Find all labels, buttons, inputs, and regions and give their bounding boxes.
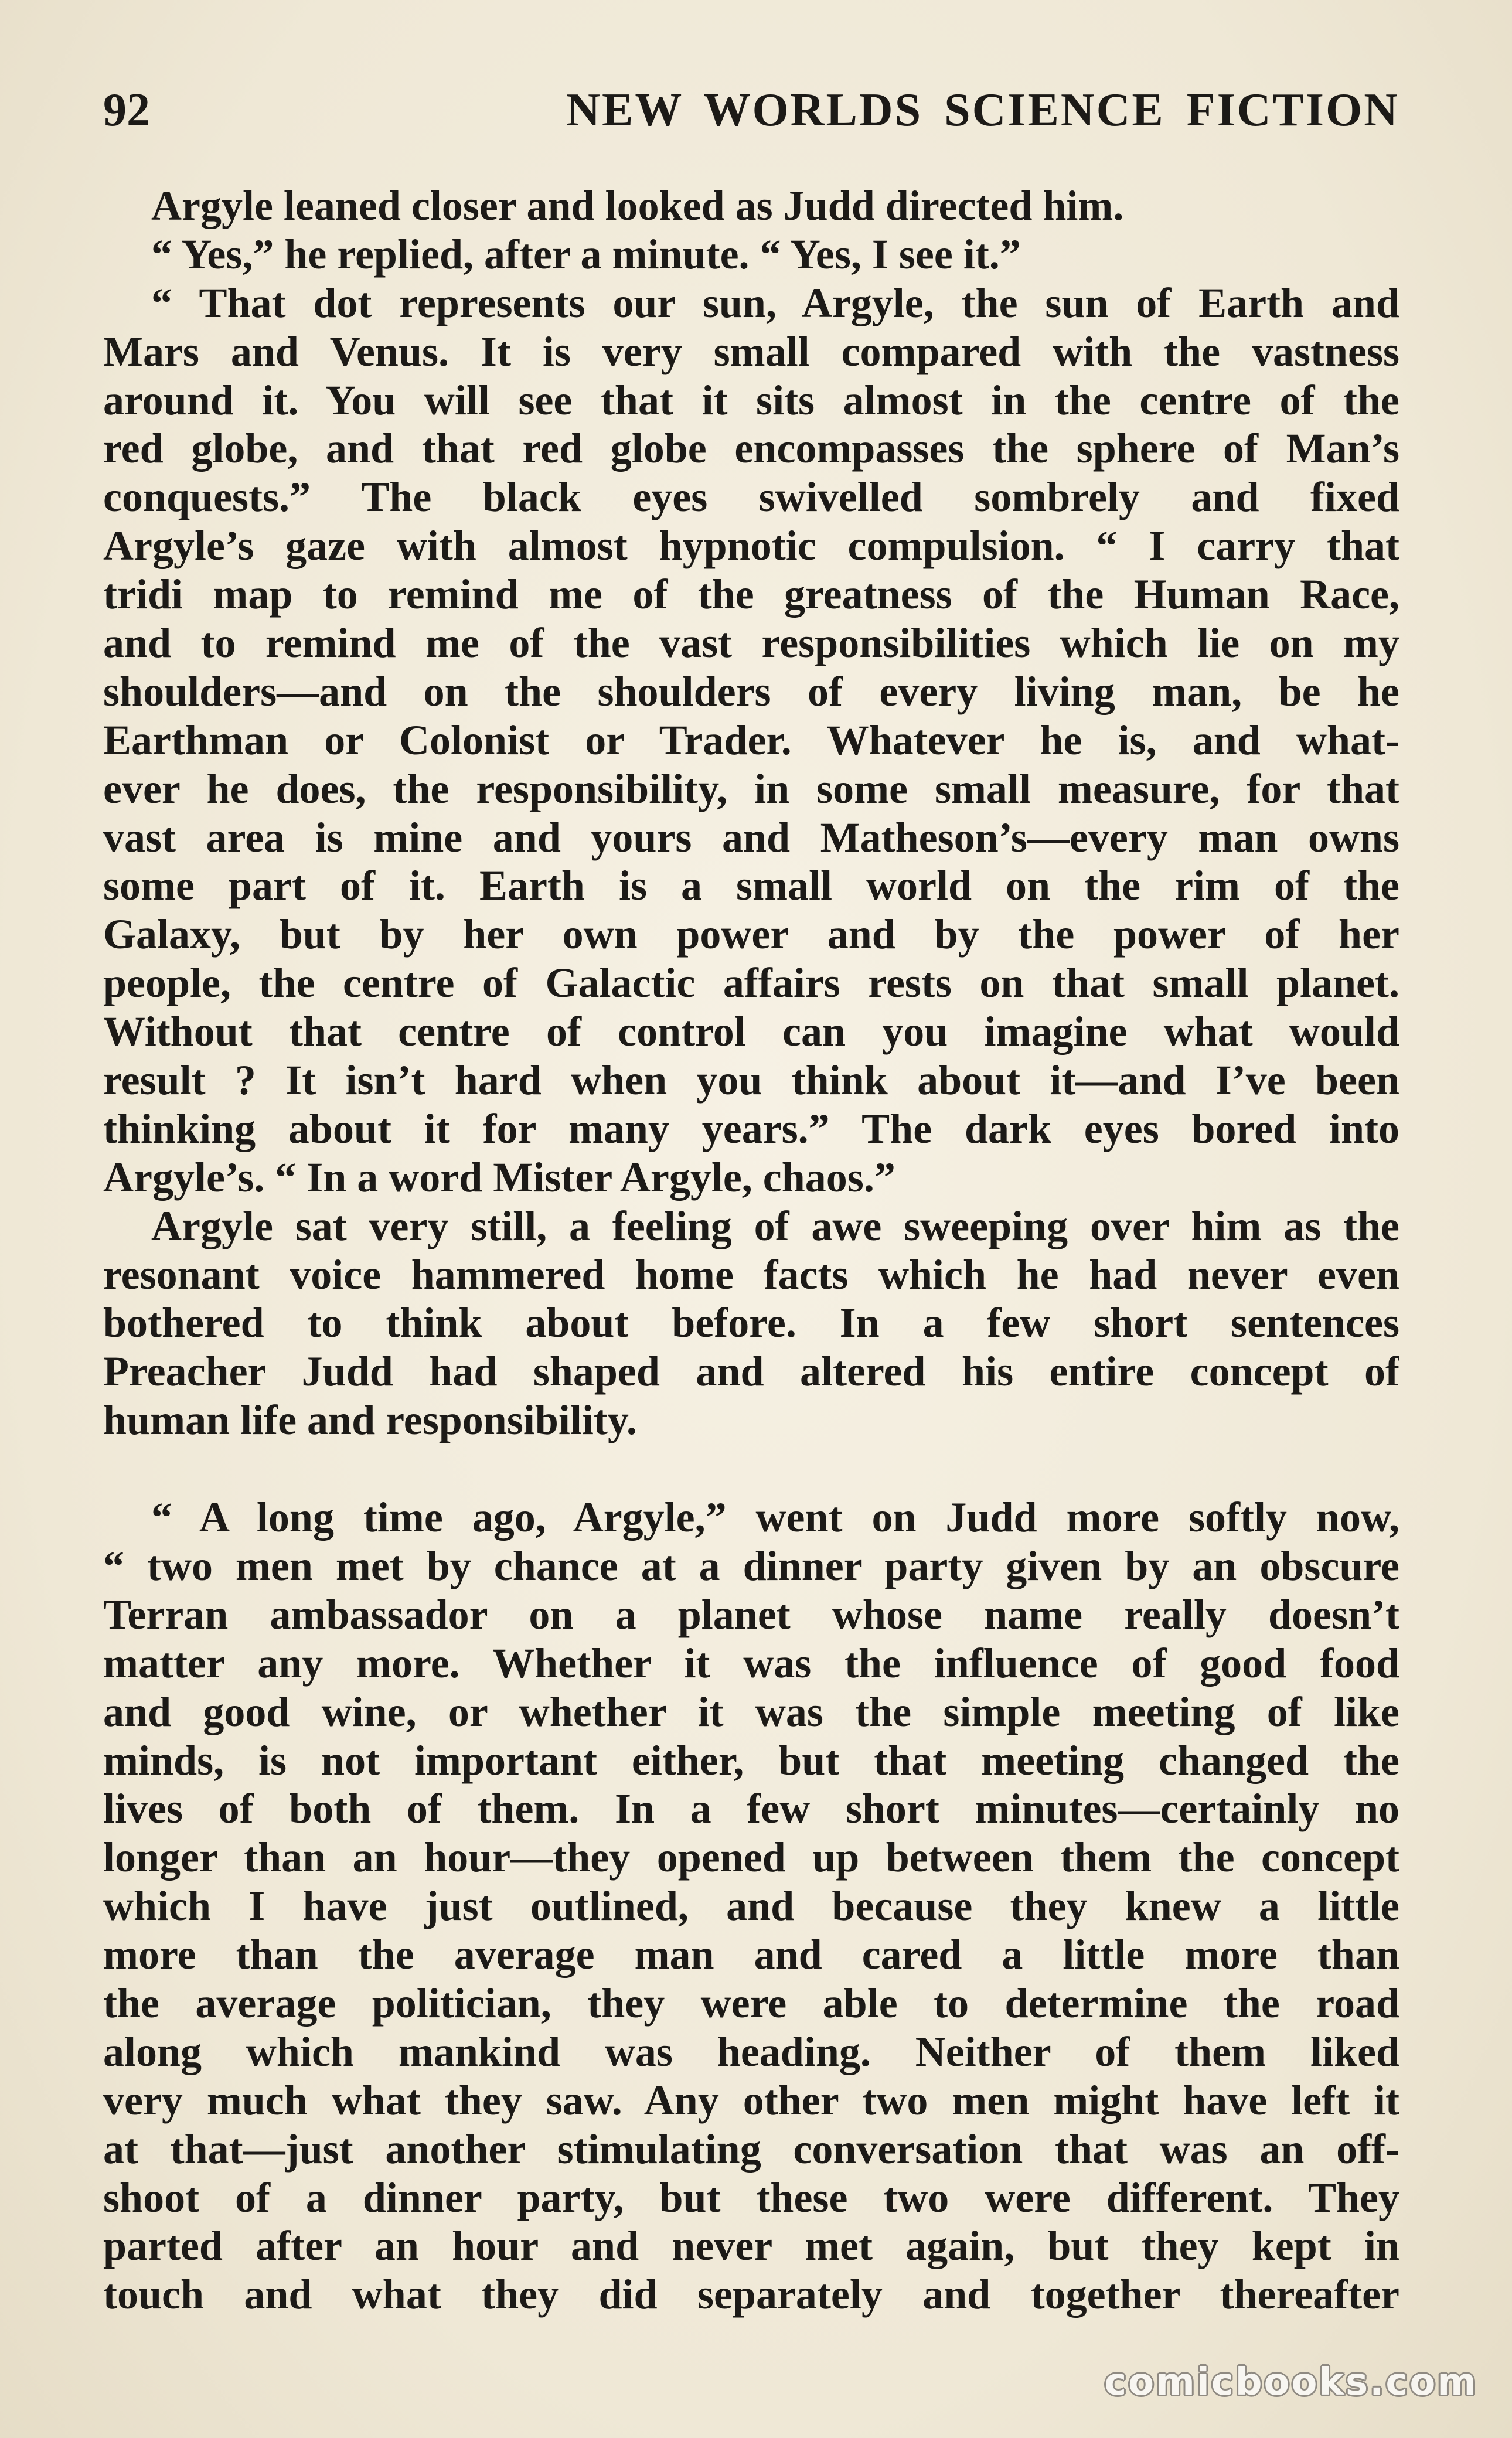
text-line: thinking about it for many years.” The dark eyes bored into xyxy=(103,1105,1399,1152)
text-line: some part of it. Earth is a small world on the rim of the xyxy=(103,862,1399,910)
text-line: ever he does, the responsibility, in some small measure, for that xyxy=(103,765,1399,812)
text-line: “ That dot represents our sun, Argyle, the sun of Earth and xyxy=(151,279,1399,326)
text-line: very much what they saw. Any other two men might have left it xyxy=(103,2076,1399,2124)
text-line: which I have just outlined, and because they knew a little xyxy=(103,1882,1399,1930)
text-line: around it. You will see that it sits almost in the centre of the xyxy=(103,376,1399,424)
text-line: matter any more. Whether it was the influence of good food xyxy=(103,1639,1399,1687)
text-line: along which mankind was heading. Neither of them liked xyxy=(103,2028,1399,2075)
paragraph xyxy=(103,230,1399,279)
text-line: vast area is mine and yours and Matheson’s—every man owns xyxy=(103,813,1399,861)
section-break xyxy=(103,1445,1399,1493)
paragraph xyxy=(103,279,1399,1202)
text-line: more than the average man and cared a little more than xyxy=(103,1931,1399,1979)
text-line: touch and what they did separately and together thereafter xyxy=(103,2271,1399,2318)
text-line: lives of both of them. In a few short minutes—certainly no xyxy=(103,1785,1399,1833)
text-line: Argyle sat very still, a feeling of awe sweeping over him as the xyxy=(151,1202,1399,1249)
text-line: resonant voice hammered home facts which he had never even xyxy=(103,1251,1399,1298)
text-line: people, the centre of Galactic affairs rests on that small planet. xyxy=(103,959,1399,1007)
text-line: longer than an hour—they opened up between them the concept xyxy=(103,1834,1399,1881)
text-line: Terran ambassador on a planet whose name really doesn’t xyxy=(103,1591,1399,1638)
text-line: Preacher Judd had shaped and altered his entire concept of xyxy=(103,1348,1399,1395)
paragraph xyxy=(103,1202,1399,1445)
text-line: tridi map to remind me of the greatness of the Human Race, xyxy=(103,571,1399,618)
text-line: parted after an hour and never met again, but they kept in xyxy=(103,2222,1399,2270)
text-line: Argyle’s gaze with almost hypnotic compulsion. “ I carry that xyxy=(103,522,1399,570)
text-line: red globe, and that red globe encompasses the sphere of Man’s xyxy=(103,425,1399,472)
paragraph xyxy=(103,182,1399,230)
text-line: minds, is not important either, but that meeting changed the xyxy=(103,1736,1399,1784)
text-line: shoot of a dinner party, but these two were different. They xyxy=(103,2174,1399,2221)
text-line: conquests.” The black eyes swivelled sombrely and fixed xyxy=(103,474,1399,521)
watermark: comicbooks.com xyxy=(1104,2361,1478,2404)
text-line: Argyle’s. “ In a word Mister Argyle, chaos.” xyxy=(103,1153,895,1201)
text-line: human life and responsibility. xyxy=(103,1397,637,1444)
text-line: at that—just another stimulating conversation that was an off- xyxy=(103,2125,1399,2173)
text-line: and good wine, or whether it was the simple meeting of like xyxy=(103,1688,1399,1735)
text-line: the average politician, they were able to determine the road xyxy=(103,1979,1399,2027)
body-text xyxy=(103,182,1399,2319)
page-header xyxy=(103,81,1399,139)
text-line: “ A long time ago, Argyle,” went on Judd more softly now, xyxy=(151,1494,1399,1541)
text-line: “ two men met by chance at a dinner party given by an obscure xyxy=(103,1542,1399,1589)
text-line: and to remind me of the vast responsibilities which lie on my xyxy=(103,619,1399,667)
text-line: shoulders—and on the shoulders of every living man, be he xyxy=(103,668,1399,715)
text-line: Earthman or Colonist or Trader. Whatever he is, and what- xyxy=(103,716,1399,764)
text-line: Galaxy, but by her own power and by the power of her xyxy=(103,911,1399,958)
text-line: Without that centre of control can you imagine what would xyxy=(103,1008,1399,1055)
paragraph xyxy=(103,1493,1399,2319)
text-line: Mars and Venus. It is very small compared with the vastness xyxy=(103,328,1399,375)
text-line: result ? It isn’t hard when you think about it—and I’ve been xyxy=(103,1057,1399,1104)
text-line: “ Yes,” he replied, after a minute. “ Yes, I see it.” xyxy=(151,230,1021,278)
page-number: 92 xyxy=(103,84,150,136)
running-title: NEW WORLDS SCIENCE FICTION xyxy=(566,84,1399,136)
text-line: Argyle leaned closer and looked as Judd directed him. xyxy=(151,182,1124,229)
text-line: bothered to think about before. In a few short sentences xyxy=(103,1299,1399,1347)
